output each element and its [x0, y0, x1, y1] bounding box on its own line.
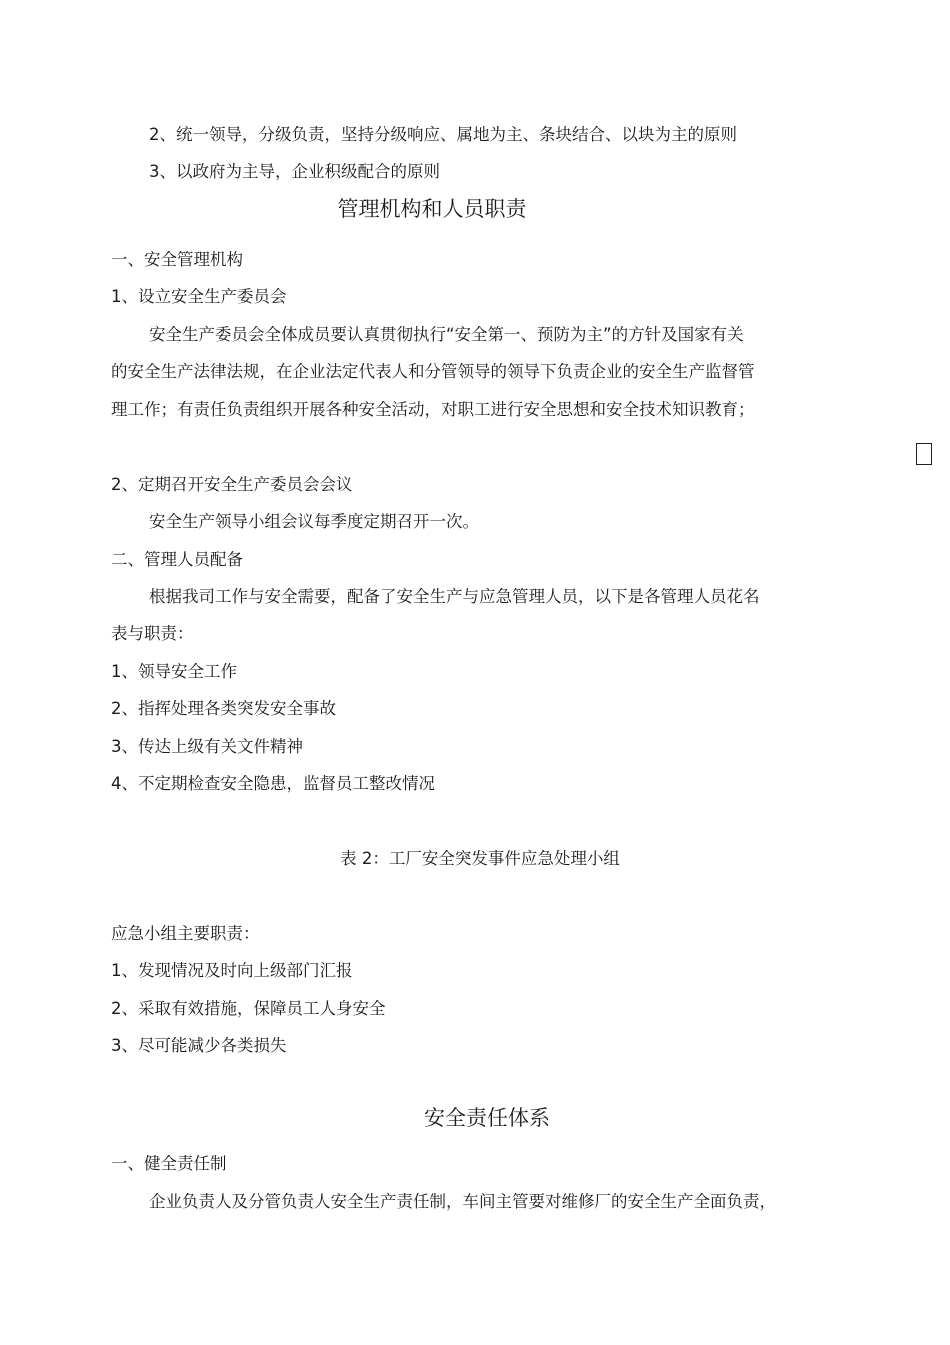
principle-3: 3、以政府为主导，企业积级配合的原则: [149, 162, 440, 181]
paragraph-line: 企业负责人及分管负责人安全生产责任制，车间主管要对维修厂的安全生产全面负责，: [149, 1192, 776, 1211]
section-title-management: 管理机构和人员职责: [337, 197, 527, 221]
group-heading: 应急小组主要职责：: [111, 924, 260, 943]
paragraph-line: 安全生产委员会全体成员要认真贯彻执行“安全第一、预防为主”的方针及国家有关: [149, 325, 744, 344]
paragraph-line: 根据我司工作与安全需要，配备了安全生产与应急管理人员，以下是各管理人员花名: [149, 587, 760, 606]
paragraph-line: 理工作；有责任负责组织开展各种安全活动，对职工进行安全思想和安全技术知识教育；: [111, 400, 755, 419]
list-item: 3、尽可能减少各类损失: [111, 1036, 287, 1055]
list-item: 2、采取有效措施，保障员工人身安全: [111, 999, 386, 1018]
paragraph-line: 的安全生产法律法规，在企业法定代表人和分管领导的领导下负责企业的安全生产监督管: [111, 362, 755, 381]
list-item: 2、指挥处理各类突发安全事故: [111, 699, 336, 718]
paragraph-line: 安全生产领导小组会议每季度定期召开一次。: [149, 512, 479, 531]
list-item: 1、发现情况及时向上级部门汇报: [111, 961, 353, 980]
principle-2: 2、统一领导，分级负责，坚持分级响应、属地为主、条块结合、以块为主的原则: [149, 125, 737, 144]
list-item: 4、不定期检查安全隐患，监督员工整改情况: [111, 774, 435, 793]
paragraph-line: 表与职责：: [111, 624, 194, 643]
table-caption: 表 2：工厂安全突发事件应急处理小组: [340, 849, 620, 868]
subheading-responsibility: 一、健全责任制: [111, 1154, 227, 1173]
list-item: 1、领导安全工作: [111, 662, 237, 681]
subheading-staff: 二、管理人员配备: [111, 550, 243, 569]
subheading-safety-org: 一、安全管理机构: [111, 250, 243, 269]
margin-box-marker: [916, 443, 932, 465]
section-title-responsibility: 安全责任体系: [424, 1106, 550, 1130]
item-meeting: 2、定期召开安全生产委员会会议: [111, 475, 353, 494]
list-item: 3、传达上级有关文件精神: [111, 737, 303, 756]
item-committee: 1、设立安全生产委员会: [111, 287, 287, 306]
